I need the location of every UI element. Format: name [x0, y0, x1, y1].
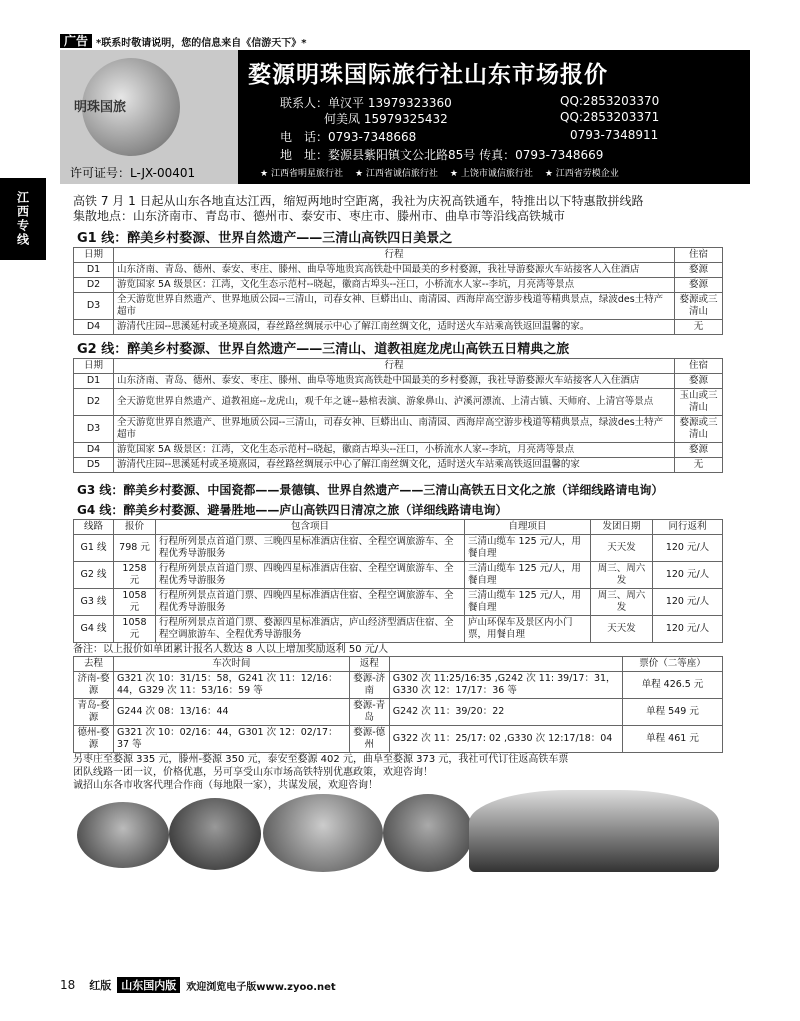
line-cell: G3 线 [74, 589, 114, 616]
badge: ★ 上饶市诚信旅行社 [450, 166, 533, 179]
table-row [74, 699, 723, 726]
col-header [389, 657, 622, 672]
rebate-cell: 120 元/人 [653, 562, 723, 589]
date-cell: 天天发 [591, 616, 653, 643]
day-cell: D4 [74, 443, 114, 458]
col-header: 发团日期 [591, 520, 653, 535]
line-cell: G1 线 [74, 535, 114, 562]
price-cell: 1058 元 [114, 589, 156, 616]
note-line: 另枣庄至婺源 335 元，滕州-婺源 350 元，泰安至婺源 402 元，曲阜至婺源 373 元，我社可代订往返高铁车票 [73, 754, 569, 765]
g2-itinerary-table [73, 358, 723, 473]
price-note: 备注：以上报价如单团累计报名人数达 8 人以上增加奖励返利 50 元/人 [73, 644, 389, 655]
trip-cell: 游览国家 5A 级景区：江湾，文化生态示范村--晓起，徽商古埠头--汪口，小桥流水人家--李坑，月亮湾等景点 [114, 278, 675, 293]
day-cell: D3 [74, 416, 114, 443]
day-cell: D2 [74, 278, 114, 293]
col-header: 日期 [74, 359, 114, 374]
table-row [74, 562, 723, 589]
badge: ★ 江西省诚信旅行社 [355, 166, 438, 179]
main-content [73, 194, 723, 872]
badge: ★ 江西省明星旅行社 [260, 166, 343, 179]
contact-1: 联系人：单汉平 13979323360 [280, 96, 452, 110]
trip-cell: 游清代庄园--思溪延村或圣境熹园，春丝路丝绸展示中心了解江南丝绸文化，适时送火车站乘高铁返回温馨的家 [114, 458, 675, 473]
col-header: 去程 [74, 657, 114, 672]
col-header: 行程 [114, 359, 675, 374]
g3-title: G3 线：醉美乡村婺源、中国瓷都——景德镇、世界自然遗产——三清山高铁五日文化之旅（详细线路请电询） [77, 483, 664, 497]
back-times-cell: G302 次 11:25/16:35 ,G242 次 11: 39/17：31，G330 次 12：17/17：36 等 [389, 672, 622, 699]
self-cell: 三清山缆车 125 元/人，用餐自理 [465, 589, 591, 616]
table-row [74, 672, 723, 699]
self-cell: 三清山缆车 125 元/人，用餐自理 [465, 562, 591, 589]
table-row [74, 458, 723, 473]
ad-tag: 广告 [60, 34, 92, 48]
edition: 红版 [89, 979, 112, 992]
g2-title: G2 线：醉美乡村婺源、世界自然遗产——三清山、道教祖庭龙虎山高铁五日精典之旅 [77, 342, 570, 357]
table-row [74, 589, 723, 616]
day-cell: D4 [74, 320, 114, 335]
fare-cell: 单程 549 元 [623, 699, 723, 726]
g4-title: G4 线：醉美乡村婺源、避暑胜地——庐山高铁四日清凉之旅（详细线路请电询） [77, 503, 508, 517]
stay-cell: 无 [675, 320, 723, 335]
line-cell: G4 线 [74, 616, 114, 643]
table-row [74, 374, 723, 389]
fare-cell: 单程 426.5 元 [623, 672, 723, 699]
self-cell: 庐山环保车及景区内小门票，用餐自理 [465, 616, 591, 643]
price-cell: 1058 元 [114, 616, 156, 643]
date-cell: 周三、周六发 [591, 562, 653, 589]
price-cell: 798 元 [114, 535, 156, 562]
table-row [74, 389, 723, 416]
include-cell: 行程所列景点首道门票、四晚四星标准酒店住宿、全程空调旅游车、全程优秀导游服务 [156, 562, 465, 589]
intro-line-2: 集散地点：山东济南市、青岛市、德州市、泰安市、枣庄市、滕州市、曲阜市等沿线高铁城市 [73, 209, 566, 223]
stay-cell: 婺源 [675, 443, 723, 458]
date-cell: 周三、周六发 [591, 589, 653, 616]
col-header: 车次时间 [114, 657, 350, 672]
intro-line-1: 高铁 7 月 1 日起从山东各地直达江西，缩短两地时空距离，我社为庆祝高铁通车，特推出以下特惠散拼线路 [73, 194, 644, 208]
price-cell: 1258 元 [114, 562, 156, 589]
back-cell: 婺源-青岛 [349, 699, 389, 726]
page-number: 18 [60, 978, 76, 992]
day-cell: D3 [74, 293, 114, 320]
scenery-photos [73, 794, 723, 872]
scenery-photo [469, 790, 719, 872]
stay-cell: 婺源 [675, 374, 723, 389]
table-row [74, 443, 723, 458]
note-line: 团队线路一团一议，价格优惠，另可享受山东市场高铁特别优惠政策，欢迎咨询！ [73, 767, 433, 778]
phone: 电 话：0793-7348668 [280, 130, 417, 144]
phone-2: 0793-7348911 [570, 128, 659, 142]
table-row [74, 320, 723, 335]
day-cell: D5 [74, 458, 114, 473]
edition-tag: 山东国内版 [117, 977, 180, 993]
trip-cell: 全天游览世界自然遗产、道教祖庭--龙虎山，观千年之谜--悬棺表演、游象鼻山、泸溪河漂流、上清古镇、天师府、上清宫等景点 [114, 389, 675, 416]
table-row [74, 278, 723, 293]
back-cell: 婺源-济南 [349, 672, 389, 699]
col-header: 住宿 [675, 248, 723, 263]
trip-cell: 山东济南、青岛、德州、泰安、枣庄、滕州、曲阜等地贵宾高铁赴中国最美的乡村婺源，我社导游婺源火车站接客人入住酒店 [114, 374, 675, 389]
stay-cell: 无 [675, 458, 723, 473]
col-header: 票价（二等座） [623, 657, 723, 672]
stay-cell: 婺源或三清山 [675, 293, 723, 320]
stay-cell: 婺源 [675, 263, 723, 278]
col-header: 同行返利 [653, 520, 723, 535]
self-cell: 三清山缆车 125 元/人，用餐自理 [465, 535, 591, 562]
contact-2: 何美凤 15979325432 [324, 112, 448, 126]
include-cell: 行程所列景点首道门票、四晚四星标准酒店住宿、全程空调旅游车、全程优秀导游服务 [156, 589, 465, 616]
col-header: 包含项目 [156, 520, 465, 535]
fare-cell: 单程 461 元 [623, 726, 723, 753]
go-times-cell: G321 次 10：31/15：58，G241 次 11：12/16：44，G329 次 11：53/16：59 等 [114, 672, 350, 699]
trip-cell: 全天游览世界自然遗产、世界地质公园--三清山，司春女神、巨蟒出山、南清园、西海岸高空游步栈道等精典景点，绿波des土特产超市 [114, 416, 675, 443]
g1-itinerary-table [73, 247, 723, 335]
go-cell: 德州-婺源 [74, 726, 114, 753]
back-times-cell: G242 次 11：39/20：22 [389, 699, 622, 726]
trip-cell: 山东济南、青岛、德州、泰安、枣庄、滕州、曲阜等地贵宾高铁赴中国最美的乡村婺源，我社导游婺源火车站接客人入住酒店 [114, 263, 675, 278]
include-cell: 行程所列景点首道门票、三晚四星标准酒店住宿、全程空调旅游车、全程优秀导游服务 [156, 535, 465, 562]
trip-cell: 全天游览世界自然遗产、世界地质公园--三清山，司春女神、巨蟒出山、南清园、西海岸高空游步栈道等精典景点，绿波des土特产超市 [114, 293, 675, 320]
address: 地 址：婺源县紫阳镇文公北路85号 传真：0793-7348669 [280, 148, 604, 162]
rebate-cell: 120 元/人 [653, 535, 723, 562]
col-header: 行程 [114, 248, 675, 263]
back-cell: 婺源-德州 [349, 726, 389, 753]
logo-text: 明珠国旅 [74, 100, 127, 115]
day-cell: D1 [74, 263, 114, 278]
include-cell: 行程所列景点首道门票、婺源四星标准酒店，庐山经济型酒店住宿、全程空调旅游车、全程优秀导游服务 [156, 616, 465, 643]
company-header [60, 50, 750, 184]
badge: ★ 江西省劳模企业 [545, 166, 619, 179]
license-number: 许可证号：L-JX-00401 [70, 166, 196, 180]
day-cell: D1 [74, 374, 114, 389]
price-table [73, 519, 723, 643]
line-cell: G2 线 [74, 562, 114, 589]
stay-cell: 玉山或三清山 [675, 389, 723, 416]
table-row [74, 263, 723, 278]
scenery-photo [77, 802, 169, 868]
g1-title: G1 线：醉美乡村婺源、世界自然遗产——三清山高铁四日美景之 [77, 231, 453, 246]
scenery-photo [383, 794, 473, 872]
rebate-cell: 120 元/人 [653, 616, 723, 643]
col-header: 报价 [114, 520, 156, 535]
table-row [74, 616, 723, 643]
stay-cell: 婺源或三清山 [675, 416, 723, 443]
train-table [73, 656, 723, 753]
date-cell: 天天发 [591, 535, 653, 562]
honor-badges [260, 166, 619, 179]
rebate-cell: 120 元/人 [653, 589, 723, 616]
table-row [74, 535, 723, 562]
scenery-photo [169, 798, 261, 870]
logo-area [60, 50, 238, 184]
day-cell: D2 [74, 389, 114, 416]
table-row [74, 293, 723, 320]
go-times-cell: G321 次 10：02/16：44，G301 次 12：02/17：37 等 [114, 726, 350, 753]
ad-header-bar [60, 34, 750, 48]
scenery-photo [263, 794, 383, 872]
col-header: 返程 [349, 657, 389, 672]
table-row [74, 416, 723, 443]
contact-1-qq: QQ:2853203370 [560, 94, 660, 108]
website-link[interactable]: 欢迎浏览电子版www.zyoo.net [186, 981, 336, 993]
trip-cell: 游览国家 5A 级景区：江湾，文化生态示范村--晓起，徽商古埠头--汪口，小桥流水人家--李坑，月亮湾等景点 [114, 443, 675, 458]
go-times-cell: G244 次 08：13/16：44 [114, 699, 350, 726]
trip-cell: 游清代庄园--思溪延村或圣境熹园，春丝路丝绸展示中心了解江南丝绸文化，适时送火车站乘高铁返回温馨的家。 [114, 320, 675, 335]
col-header: 住宿 [675, 359, 723, 374]
col-header: 线路 [74, 520, 114, 535]
closing-notes [73, 753, 723, 792]
go-cell: 青岛-婺源 [74, 699, 114, 726]
table-row [74, 726, 723, 753]
back-times-cell: G322 次 11：25/17: 02 ,G330 次 12:17/18：04 [389, 726, 622, 753]
col-header: 日期 [74, 248, 114, 263]
col-header: 自理项目 [465, 520, 591, 535]
go-cell: 济南-婺源 [74, 672, 114, 699]
intro [73, 194, 723, 224]
side-tab: 江西专线 [0, 178, 46, 260]
page-footer [60, 975, 750, 995]
company-title: 婺源明珠国际旅行社山东市场报价 [248, 62, 608, 88]
ad-note: *联系时敬请说明，您的信息来自《信游天下》* [96, 37, 307, 49]
contact-2-qq: QQ:2853203371 [560, 110, 660, 124]
stay-cell: 婺源 [675, 278, 723, 293]
note-line: 诚招山东各市收客代理合作商（每地限一家），共谋发展，欢迎咨询！ [73, 780, 378, 791]
